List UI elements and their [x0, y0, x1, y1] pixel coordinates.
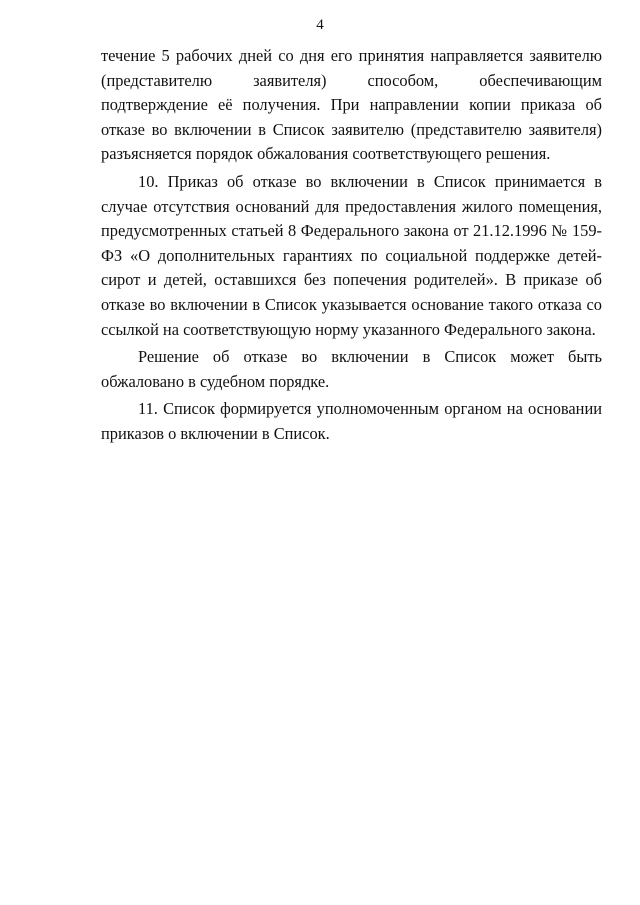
paragraph-item-11: 11. Список формируется уполномоченным органом на основании приказов о включении в Список.	[101, 399, 602, 443]
paragraph-appeal: Решение об отказе во включении в Список может быть обжаловано в судебном порядке.	[101, 347, 602, 391]
paragraph-continuation: течение 5 рабочих дней со дня его принятия направляется заявителю (представителю заявителя) способом, обеспечивающим подтверждение её получения. При направлении копии приказа об отказе во включении в Список заявителю (представителю заявителя) разъясняется порядок обжалования соответствующего решения.	[101, 46, 602, 164]
document-body	[101, 44, 602, 447]
paragraph-item-10: 10. Приказ об отказе во включении в Список принимается в случае отсутствия оснований для предоставления жилого помещения, предусмотренных статьей 8 Федерального закона от 21.12.1996 № 159-ФЗ «О дополнительных гарантиях по социальной поддержке детей-сирот и детей, оставшихся без попечения родителей». В приказе об отказе во включении в Список указывается основание такого отказа со ссылкой на соответствующую норму указанного Федерального закона.	[101, 171, 602, 339]
page-number: 4	[316, 17, 324, 33]
